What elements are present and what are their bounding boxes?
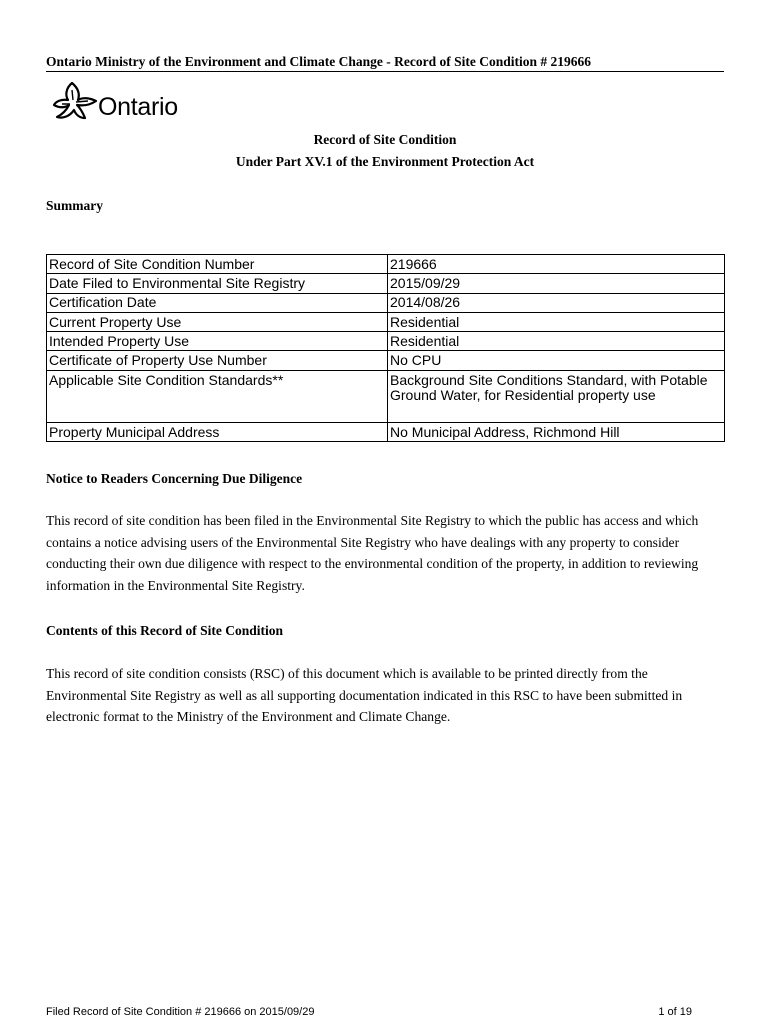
row-label: Certificate of Property Use Number <box>47 351 388 370</box>
table-row <box>47 423 725 442</box>
row-value: 219666 <box>388 255 725 274</box>
row-label: Property Municipal Address <box>47 423 388 442</box>
document-subtitle: Under Part XV.1 of the Environment Protection Act <box>235 154 535 169</box>
ontario-logo <box>52 80 212 122</box>
contents-heading: Contents of this Record of Site Condition <box>46 623 284 638</box>
page-header-title: Ontario Ministry of the Environment and Climate Change - Record of Site Condition # 219666 <box>46 53 724 72</box>
table-row <box>47 351 725 370</box>
document-title: Record of Site Condition <box>313 132 457 147</box>
table-row <box>47 274 725 293</box>
table-row <box>47 332 725 351</box>
row-value: Residential <box>388 312 725 331</box>
footer-filed-note: Filed Record of Site Condition # 219666 on 2015/09/29 <box>46 1006 315 1018</box>
row-label: Record of Site Condition Number <box>47 255 388 274</box>
table-row <box>47 370 725 422</box>
trillium-icon <box>52 80 100 122</box>
table-row <box>47 255 725 274</box>
row-value: Residential <box>388 332 725 351</box>
row-label: Current Property Use <box>47 312 388 331</box>
logo-wordmark: Ontario <box>98 93 178 121</box>
row-label: Date Filed to Environmental Site Registry <box>47 274 388 293</box>
summary-table <box>46 254 725 442</box>
row-value: Background Site Conditions Standard, with Potable Ground Water, for Residential property use <box>388 370 725 422</box>
table-row <box>47 312 725 331</box>
notice-paragraph: This record of site condition has been filed in the Environmental Site Registry to which the public has access and which contains a notice advising users of the Environmental Site Registry who have dealings with any property to consider conducting their own due diligence with respect to the environmental condition of the property, in addition to reviewing information in the Environmental Site Registry. <box>46 513 699 594</box>
notice-heading: Notice to Readers Concerning Due Diligence <box>46 471 303 486</box>
table-row <box>47 293 725 312</box>
row-label: Certification Date <box>47 293 388 312</box>
page-number: 1 of 19 <box>658 1006 692 1018</box>
summary-heading: Summary <box>46 198 103 213</box>
row-value: 2015/09/29 <box>388 274 725 293</box>
contents-paragraph: This record of site condition consists (RSC) of this document which is available to be printed directly from the Environmental Site Registry as well as all supporting documentation indicated in this RSC to have been submitted in electronic format to the Ministry of the Environment and Climate Change. <box>46 666 683 725</box>
row-value: No Municipal Address, Richmond Hill <box>388 423 725 442</box>
row-value: 2014/08/26 <box>388 293 725 312</box>
row-label: Applicable Site Condition Standards** <box>47 370 388 422</box>
row-label: Intended Property Use <box>47 332 388 351</box>
row-value: No CPU <box>388 351 725 370</box>
